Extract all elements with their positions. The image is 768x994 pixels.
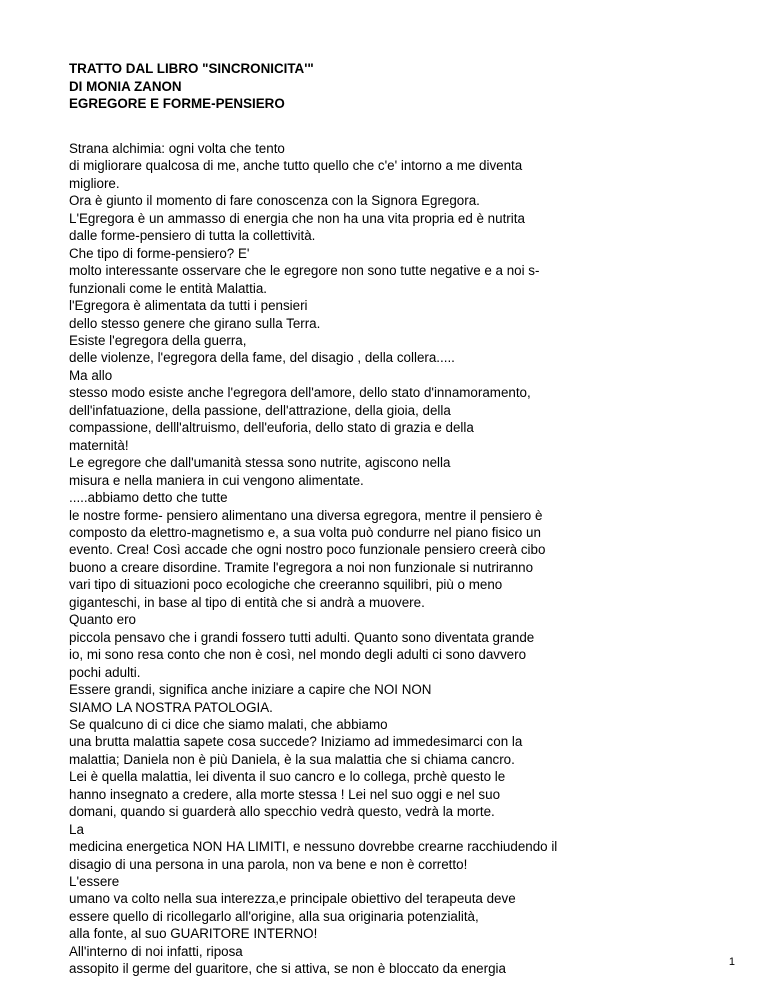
body-line: buono a creare disordine. Tramite l'egregora a noi non funzionale si nutriranno [69, 559, 534, 575]
body-line: delle violenze, l'egregora della fame, del disagio , della collera..... [69, 350, 455, 366]
document-heading [69, 60, 729, 113]
body-line: umano va colto nella sua interezza,e principale obiettivo del terapeuta deve [69, 891, 516, 907]
body-line: molto interessante osservare che le egregore non sono tutte negative e a noi s- [69, 263, 540, 279]
body-line: dell'infatuazione, della passione, dell'attrazione, della gioia, della [69, 402, 451, 418]
body-line: Strana alchimia: ogni volta che tento [69, 141, 285, 156]
body-line: evento. Crea! Così accade che ogni nostro poco funzionale pensiero creerà cibo [69, 542, 546, 558]
body-line: stesso modo esiste anche l'egregora dell'amore, dello stato d'innamoramento, [69, 385, 531, 401]
body-line: alla fonte, al suo GUARITORE INTERNO! [69, 926, 318, 942]
document-body [69, 140, 749, 978]
body-line: vari tipo di situazioni poco ecologiche che creeranno squilibri, più o meno [69, 577, 503, 593]
body-line: maternità! [69, 437, 129, 453]
body-line: All'interno di noi infatti, riposa [69, 943, 243, 959]
body-line: le nostre forme- pensiero alimentano una diversa egregora, mentre il pensiero è [69, 507, 543, 523]
body-line: dalle forme-pensiero di tutta la collettività. [69, 228, 316, 244]
body-line: Che tipo di forme-pensiero? E' [69, 245, 250, 261]
body-line: io, mi sono resa conto che non è così, nel mondo degli adulti ci sono davvero [69, 647, 527, 663]
body-line: compassione, delll'altruismo, dell'euforia, dello stato di grazia e della [69, 420, 474, 436]
body-line: Essere grandi, significa anche iniziare a capire che NOI NON [69, 682, 432, 698]
body-line: Le egregore che dall'umanità stessa sono nutrite, agiscono nella [69, 455, 451, 471]
heading-line: DI MONIA ZANON [69, 78, 182, 94]
body-line: L'Egregora è un ammasso di energia che non ha una vita propria ed è nutrita [69, 210, 525, 226]
body-line: Quanto ero [69, 612, 136, 628]
body-line: medicina energetica NON HA LIMITI, e nessuno dovrebbe crearne racchiudendo il [69, 839, 558, 855]
body-line: domani, quando si guarderà allo specchio vedrà questo, vedrà la morte. [69, 804, 495, 820]
body-line: piccola pensavo che i grandi fossero tutti adulti. Quanto sono diventata grande [69, 629, 535, 645]
body-line: funzionali come le entità Malattia. [69, 280, 267, 296]
body-line: disagio di una persona in una parola, non va bene e non è corretto! [69, 856, 468, 872]
body-line: dello stesso genere che girano sulla Terra. [69, 315, 321, 331]
body-line: migliore. [69, 175, 120, 191]
heading-line: EGREGORE E FORME-PENSIERO [69, 96, 285, 111]
body-line: l'Egregora è alimentata da tutti i pensieri [69, 298, 308, 314]
body-line: .....abbiamo detto che tutte [69, 490, 228, 506]
body-line: Se qualcuno di ci dice che siamo malati, che abbiamo [69, 716, 388, 732]
body-line: essere quello di ricollegarlo all'origine, alla sua originaria potenzialità, [69, 908, 479, 924]
heading-line: TRATTO DAL LIBRO "SINCRONICITA'" [69, 61, 314, 76]
body-line: Lei è quella malattia, lei diventa il suo cancro e lo collega, prchè questo le [69, 769, 506, 785]
body-line: una brutta malattia sapete cosa succede? Iniziamo ad immedesimarci con la [69, 734, 523, 750]
body-line: SIAMO LA NOSTRA PATOLOGIA. [69, 699, 273, 715]
body-line: Esiste l'egregora della guerra, [69, 332, 247, 348]
body-line: hanno insegnato a credere, alla morte stessa ! Lei nel suo oggi e nel suo [69, 786, 501, 802]
body-line: malattia; Daniela non è più Daniela, è la sua malattia che si chiama cancro. [69, 751, 515, 767]
body-line: composto da elettro-magnetismo e, a sua volta può condurre nel piano fisico un [69, 524, 541, 540]
body-line: misura e nella maniera in cui vengono alimentate. [69, 472, 364, 488]
body-line: assopito il germe del guaritore, che si attiva, se non è bloccato da energia [69, 961, 506, 977]
body-line: pochi adulti. [69, 664, 141, 680]
body-line: giganteschi, in base al tipo di entità che si andrà a muovere. [69, 594, 425, 610]
page-number: 1 [728, 956, 735, 968]
body-line: Ma allo [69, 367, 113, 383]
body-line: Ora è giunto il momento di fare conoscenza con la Signora Egregora. [69, 193, 480, 209]
body-line: La [69, 821, 84, 837]
body-line: di migliorare qualcosa di me, anche tutto quello che c'e' intorno a me diventa [69, 158, 523, 174]
body-line: L'essere [69, 874, 120, 890]
